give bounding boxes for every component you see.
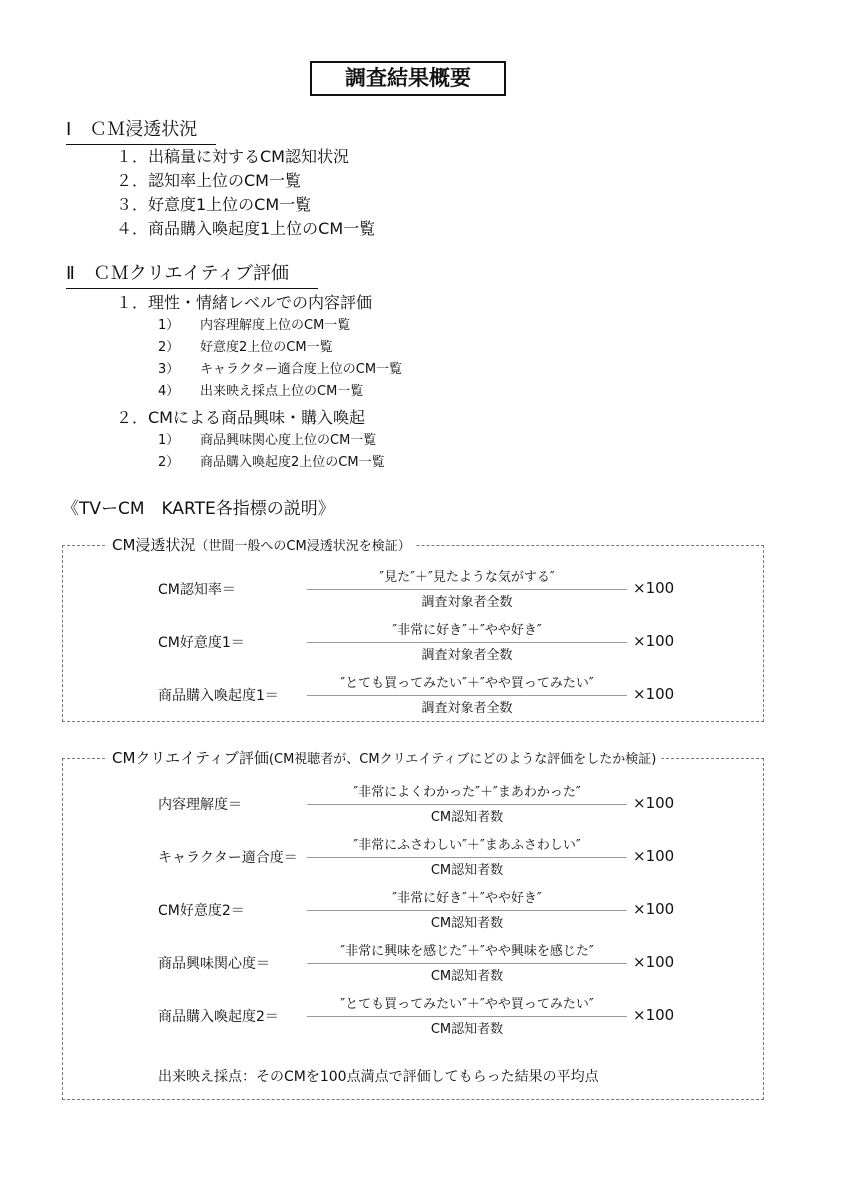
formula-multiplier: ×100 (633, 579, 675, 597)
box-caption-main: CMクリエイティブ評価 (112, 749, 269, 767)
section-2-sub-item (158, 453, 385, 473)
fraction-line (307, 695, 627, 696)
cm-creative-box (62, 749, 764, 1100)
formula-denominator: CM認知者数 (430, 1022, 504, 1037)
formula-label: 商品購入喚起度1＝ (158, 688, 279, 704)
box-caption-sub: (CM視聴者が、CMクリエイティブにどのような評価をしたか検証) (268, 752, 657, 767)
formula-numerator: ″非常にふさわしい″＋″まあふさわしい″ (353, 838, 581, 853)
formula-denominator: 調査対象者全数 (421, 648, 513, 663)
page-title: 調査結果概要 (310, 61, 506, 96)
section-2-sub-item (158, 431, 376, 451)
formula-numerator: ″とても買ってみたい″＋″やや買ってみたい″ (340, 997, 594, 1012)
sub-item-number: 1） (158, 318, 180, 333)
section-2-heading: Ⅱ ＣＭクリエイティブ評価 (66, 262, 318, 289)
sub-item-text: 好意度2上位のCM一覧 (200, 340, 333, 355)
scoring-note: 出来映え採点：そのCMを100点満点で評価してもらった結果の平均点 (158, 1069, 599, 1085)
fraction-line (307, 589, 627, 590)
formula-numerator: ″非常によくわかった″＋″まあわかった″ (353, 785, 581, 800)
formula-row (63, 993, 763, 1037)
fraction-line (307, 1016, 627, 1017)
section-1-item: ４．商品購入喚起度1上位のCM一覧 (116, 219, 376, 238)
formula-label: 商品購入喚起度2＝ (158, 1009, 279, 1025)
section-1-heading: Ⅰ ＣＭ浸透状況 (66, 118, 216, 145)
formula-label: CM認知率＝ (158, 582, 236, 598)
sub-item-number: 1） (158, 433, 180, 448)
fraction-line (307, 642, 627, 643)
section-1-item: ２．認知率上位のCM一覧 (116, 171, 301, 190)
formula-numerator: ″非常に好き″＋″やや好き″ (392, 891, 542, 906)
formula-label: CM好意度2＝ (158, 903, 245, 919)
formula-multiplier: ×100 (633, 685, 675, 703)
box-caption (107, 535, 416, 557)
formula-label: CM好意度1＝ (158, 635, 245, 651)
formula-denominator: 調査対象者全数 (421, 701, 513, 716)
sub-item-text: キャラクター適合度上位のCM一覧 (200, 362, 403, 377)
sub-item-number: 3） (158, 362, 180, 377)
box-caption (107, 748, 661, 770)
fraction-line (307, 804, 627, 805)
box-caption-sub: （世間一般へのCM浸透状況を検証） (195, 539, 411, 554)
formula-row (63, 619, 763, 663)
section-2-sub-item (158, 316, 350, 336)
section-1-item: １．出稿量に対するCM認知状況 (116, 147, 349, 166)
formula-denominator: 調査対象者全数 (421, 595, 513, 610)
formula-multiplier: ×100 (633, 900, 675, 918)
cm-penetration-box (62, 536, 764, 722)
sub-item-number: 2） (158, 455, 180, 470)
box-caption-main: CM浸透状況 (112, 536, 196, 554)
formula-numerator: ″見た″＋″見たような気がする″ (379, 570, 555, 585)
section-2-sub-item (158, 360, 402, 380)
section-1-item: ３．好意度1上位のCM一覧 (116, 195, 312, 214)
section-2-sub-item (158, 382, 363, 402)
formula-denominator: CM認知者数 (430, 916, 504, 931)
section-2-sub-item (158, 338, 333, 358)
formula-numerator: ″非常に興味を感じた″＋″やや興味を感じた″ (340, 944, 594, 959)
formula-multiplier: ×100 (633, 953, 675, 971)
sub-item-text: 出来映え採点上位のCM一覧 (200, 384, 364, 399)
sub-item-text: 商品興味関心度上位のCM一覧 (200, 433, 377, 448)
formula-row (63, 566, 763, 610)
formula-label: 内容理解度＝ (158, 797, 242, 813)
formula-multiplier: ×100 (633, 1006, 675, 1024)
formula-multiplier: ×100 (633, 794, 675, 812)
formula-denominator: CM認知者数 (430, 969, 504, 984)
formula-label: キャラクター適合度＝ (158, 850, 298, 866)
formula-row (63, 781, 763, 825)
formula-row (63, 672, 763, 716)
section-2-group-label: １．理性・情緒レベルでの内容評価 (116, 293, 373, 312)
formula-multiplier: ×100 (633, 632, 675, 650)
fraction-line (307, 857, 627, 858)
section-2-group-label: ２．CMによる商品興味・購入喚起 (116, 408, 365, 427)
formula-numerator: ″非常に好き″＋″やや好き″ (392, 623, 542, 638)
formula-row (63, 834, 763, 878)
sub-item-text: 内容理解度上位のCM一覧 (200, 318, 351, 333)
formula-denominator: CM認知者数 (430, 810, 504, 825)
fraction-line (307, 963, 627, 964)
formula-row (63, 940, 763, 984)
explanation-title: 《TVーCM KARTE各指標の説明》 (62, 499, 335, 519)
sub-item-number: 4） (158, 384, 180, 399)
formula-multiplier: ×100 (633, 847, 675, 865)
fraction-line (307, 910, 627, 911)
formula-row (63, 887, 763, 931)
sub-item-number: 2） (158, 340, 180, 355)
sub-item-text: 商品購入喚起度2上位のCM一覧 (200, 455, 385, 470)
formula-numerator: ″とても買ってみたい″＋″やや買ってみたい″ (340, 676, 594, 691)
formula-label: 商品興味関心度＝ (158, 956, 270, 972)
formula-denominator: CM認知者数 (430, 863, 504, 878)
